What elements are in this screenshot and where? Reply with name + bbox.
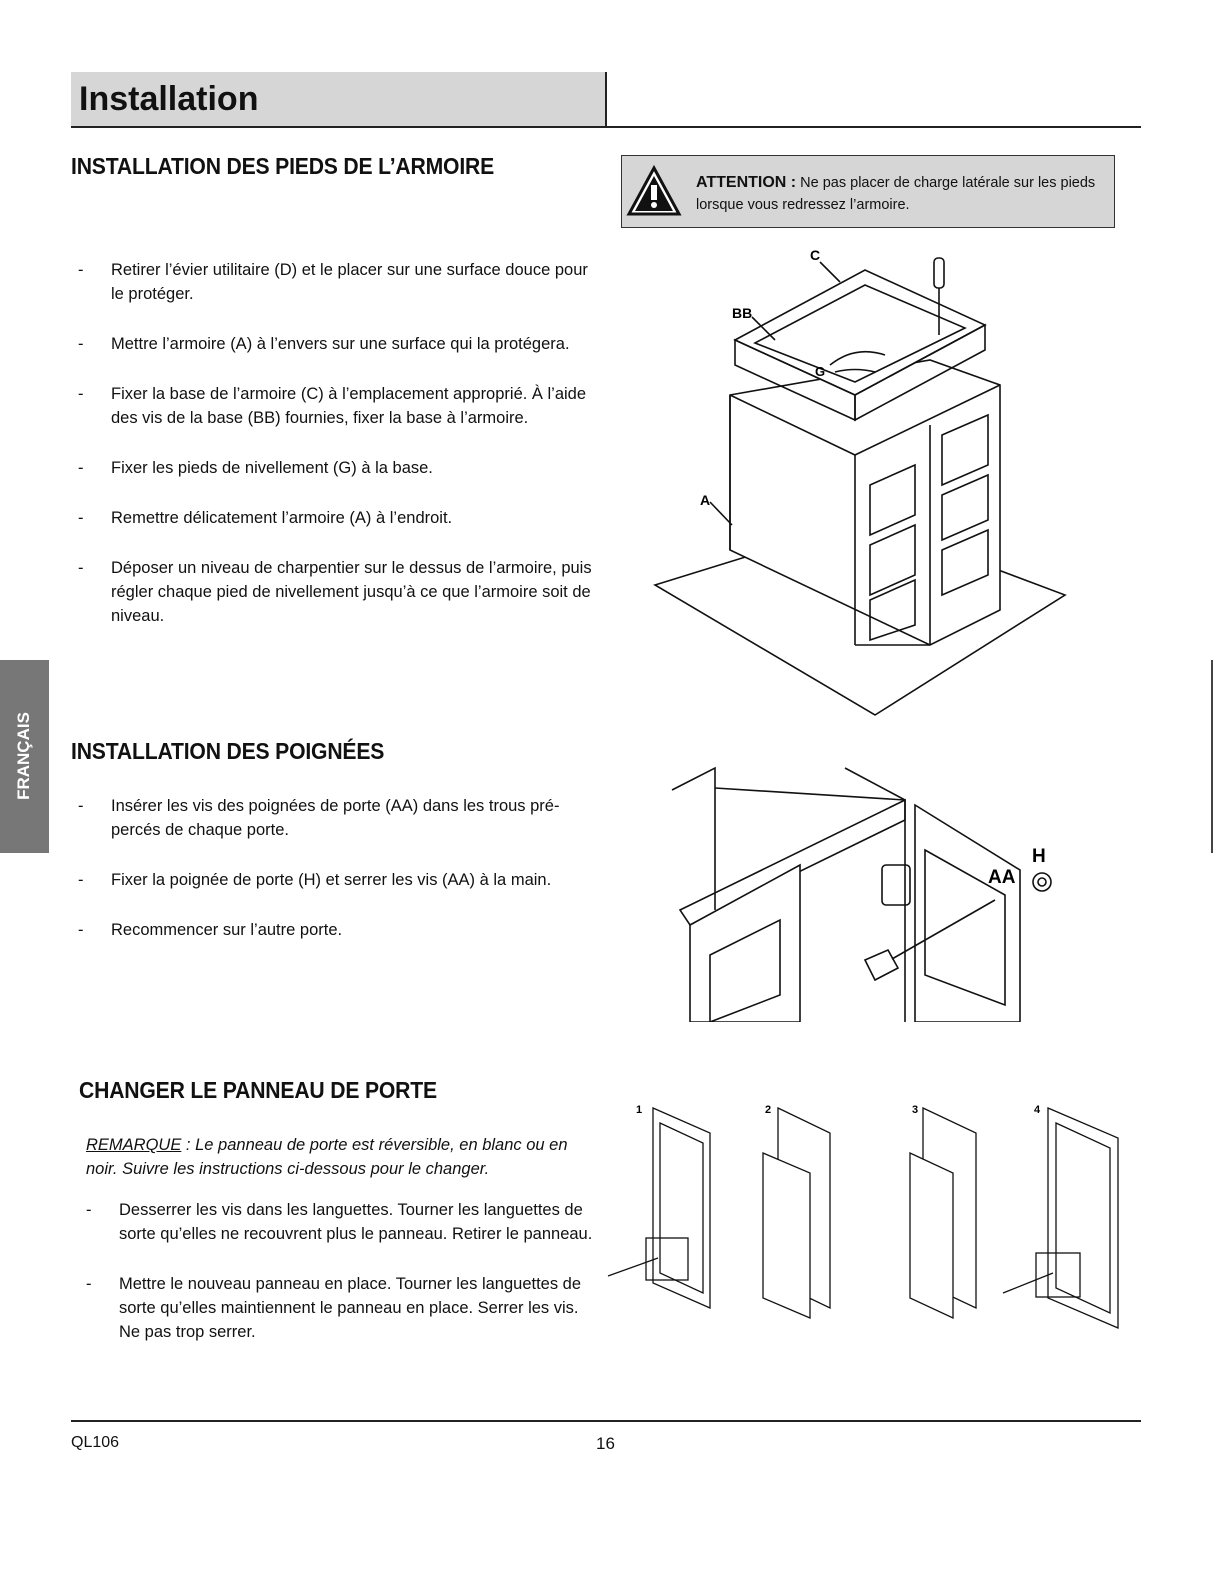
step-3-label: 3: [912, 1104, 919, 1116]
right-margin-bar: [1211, 660, 1213, 853]
section-title-legs: INSTALLATION DES PIEDS DE L’ARMOIRE: [71, 153, 495, 179]
model-number: QL106: [71, 1434, 120, 1451]
step-1-label: 1: [636, 1104, 643, 1116]
list-item: - Insérer les vis des poignées de porte (AA) dans les trous pré-percés de chaque porte.: [78, 797, 560, 839]
warning-label: ATTENTION :: [696, 174, 797, 191]
handle-install-diagram: [660, 760, 1080, 1022]
note-label: REMARQUE: [86, 1136, 182, 1154]
list-item: - Fixer la poignée de porte (H) et serrer les vis (AA) à la main.: [78, 871, 552, 889]
list-item: - Fixer les pieds de nivellement (G) à la base.: [78, 459, 433, 477]
list-item: - Mettre l’armoire (A) à l’envers sur une surface qui la protégera.: [78, 335, 570, 353]
handles-steps: [78, 794, 593, 942]
list-item: - Déposer un niveau de charpentier sur le dessus de l’armoire, puis régler chaque pied de nivellement jusqu’à ce que l’armoire soit de niveau.: [78, 559, 592, 625]
label-h: H: [1032, 846, 1046, 867]
label-aa: AA: [988, 867, 1016, 888]
list-item: - Desserrer les vis dans les languettes. Tourner les languettes de sorte qu’elles ne recouvrent plus le panneau. Retirer le panneau.: [86, 1201, 593, 1243]
list-item: - Retirer l’évier utilitaire (D) et le placer sur une surface douce pour le protéger.: [78, 261, 588, 303]
label-g: G: [815, 364, 826, 379]
label-bb: BB: [732, 305, 753, 321]
section-title-panel: CHANGER LE PANNEAU DE PORTE: [79, 1077, 437, 1103]
legs-steps: [78, 258, 593, 628]
step-4-label: 4: [1034, 1104, 1041, 1116]
panel-note: [86, 1133, 591, 1181]
label-a: A: [700, 492, 711, 508]
warning-text: [696, 172, 1106, 216]
section-title-handles: INSTALLATION DES POIGNÉES: [71, 738, 385, 764]
header-rule: [71, 126, 1141, 128]
footer-rule: [71, 1420, 1141, 1422]
list-item: - Fixer la base de l’armoire (C) à l’emplacement approprié. À l’aide des vis de la base (BB) fournies, fixer la base à l’armoire.: [78, 385, 587, 427]
note-text: : Le panneau de porte est réversible, en blanc ou en noir. Suivre les instructions ci-dessous pour le changer.: [86, 1136, 568, 1178]
list-item: - Remettre délicatement l’armoire (A) à l’endroit.: [78, 509, 453, 527]
warning-message: Ne pas placer de charge latérale sur les pieds lorsque vous redressez l’armoire.: [696, 175, 1096, 213]
warning-icon: [626, 165, 682, 217]
label-c: C: [810, 247, 821, 263]
step-2-label: 2: [765, 1104, 772, 1116]
cabinet-legs-diagram: [640, 240, 1080, 720]
language-tab-label: FRANÇAIS: [14, 712, 33, 800]
page-number: 16: [596, 1434, 615, 1453]
panel-steps: [86, 1198, 596, 1344]
list-item: - Recommencer sur l’autre porte.: [78, 921, 343, 939]
page-title: Installation: [79, 80, 259, 118]
door-panel-diagram: [598, 1098, 1138, 1338]
list-item: - Mettre le nouveau panneau en place. Tourner les languettes de sorte qu’elles maintiennent le panneau en place. Serrer les vis. Ne pas trop serrer.: [86, 1275, 582, 1341]
